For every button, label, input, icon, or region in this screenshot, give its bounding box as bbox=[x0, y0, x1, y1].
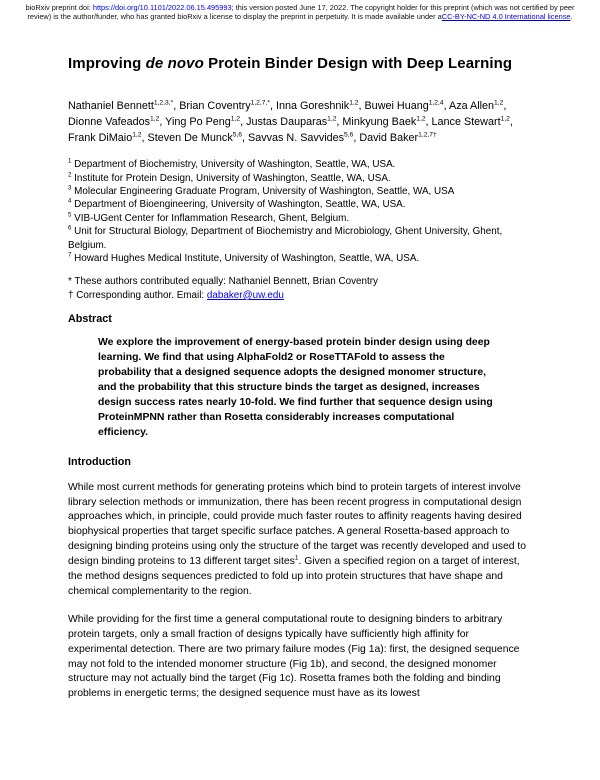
affiliation-number: 4 bbox=[68, 198, 72, 206]
author-name: Dionne Vafeados bbox=[68, 116, 151, 129]
title-part-2: Protein Binder Design with Deep Learning bbox=[203, 55, 513, 73]
author-affil-sup: 1,2 bbox=[500, 115, 510, 123]
corresponding-note-text: † Corresponding author. Email: bbox=[68, 289, 207, 301]
affiliation-text: Unit for Structural Biology, Department of Biochemistry and Microbiology, Ghent University, Ghent, Belgium. bbox=[68, 226, 503, 251]
intro-paragraph-1-text: While most current methods for generating proteins which bind to protein targets of interest involve library selection methods or immunization, there has been recent progress in computational design approaches which, in principle, could provide much faster routes to affinity reagents having desired biophysical properties that target specific surface patches. A general Rosetta-based approach to designing binding proteins using only the structure of the target was recently developed and used to design binding proteins to 13 different target sites bbox=[68, 481, 527, 568]
banner-text-post-doi: ; this version posted June 17, 2022. The copyright holder for this preprint (which was not certified by peer review) is the author/funder, who has granted bioRxiv a license to display the preprint in perpetuity. It is made available under a bbox=[27, 3, 575, 21]
author-notes bbox=[68, 275, 531, 302]
affiliation-number: 7 bbox=[68, 251, 72, 259]
biorxiv-banner bbox=[22, 4, 578, 21]
paper-title bbox=[68, 55, 531, 72]
paper-page bbox=[68, 55, 531, 702]
affiliation-number: 1 bbox=[68, 157, 72, 165]
affiliation-number: 3 bbox=[68, 184, 72, 192]
author-affil-sup: 1,2 bbox=[349, 99, 359, 107]
author bbox=[148, 132, 249, 144]
intro-paragraph-1-text-cont: . Given a specified region on a target of interest, the method designs sequences predicted to fold up into protein structures that have shape and chemical complementarity to the region. bbox=[68, 556, 520, 597]
author-affil-sup: 1,2,4 bbox=[428, 99, 444, 107]
author bbox=[68, 100, 179, 112]
doi-link[interactable]: https://doi.org/10.1101/2022.06.15.495993 bbox=[92, 3, 232, 12]
affiliation-number: 6 bbox=[68, 224, 72, 232]
banner-text-pre-doi: bioRxiv preprint doi: bbox=[25, 3, 93, 12]
author-name: Savvas N. Savvides bbox=[248, 132, 345, 145]
abstract-text: We explore the improvement of energy-based protein binder design using deep learning. We find that using AlphaFold2 or RoseTTAFold to assess the probability that a designed sequence adopts the designed monomer structure, and the probability that this structure binds the target as designed, increases design success rates nearly 10-fold. We find further that sequence design using ProteinMPNN rather than Rosetta considerably increases computational efficiency. bbox=[98, 337, 493, 438]
affiliation-number: 5 bbox=[68, 211, 72, 219]
author-name: David Baker bbox=[359, 132, 419, 145]
author-affil-sup: 5,6 bbox=[232, 131, 243, 139]
affiliation bbox=[68, 172, 531, 185]
author-list bbox=[68, 98, 531, 146]
author-name: Aza Allen bbox=[449, 100, 495, 113]
abstract-heading: Abstract bbox=[68, 313, 112, 326]
author bbox=[165, 116, 246, 128]
introduction-heading: Introduction bbox=[68, 455, 131, 468]
author-name: Brian Coventry bbox=[179, 100, 251, 113]
author bbox=[364, 100, 449, 112]
affiliation-text: Howard Hughes Medical Institute, University of Washington, Seattle, WA, USA. bbox=[71, 253, 420, 265]
title-part-1: Improving bbox=[68, 55, 146, 73]
author bbox=[432, 116, 513, 128]
title-italic-part: de novo bbox=[145, 55, 204, 73]
author bbox=[68, 116, 165, 128]
banner-text-post-license: . bbox=[570, 11, 573, 21]
author-affil-sup: 1,2 bbox=[132, 131, 142, 139]
author-name: Lance Stewart bbox=[431, 116, 501, 129]
affiliation-text: Institute for Protein Design, University of Washington, Seattle, WA, USA. bbox=[71, 172, 391, 184]
affiliation-text: Molecular Engineering Graduate Program, University of Washington, Seattle, WA, USA bbox=[71, 186, 455, 197]
author-name: Minkyung Baek bbox=[342, 116, 417, 129]
affiliation bbox=[68, 212, 531, 225]
license-link[interactable]: CC-BY-NC-ND 4.0 International license bbox=[441, 11, 571, 21]
intro-paragraph-1 bbox=[68, 481, 531, 600]
affiliation bbox=[68, 225, 531, 252]
author-affil-sup: 1,2,7,* bbox=[250, 99, 270, 107]
author-affil-sup: 1,2 bbox=[416, 115, 426, 123]
affiliation-text: VIB-UGent Center for Inflammation Research, Ghent, Belgium. bbox=[71, 212, 350, 224]
author-name: Ying Po Peng bbox=[165, 116, 231, 129]
author-name: Nathaniel Bennett bbox=[68, 100, 154, 113]
affiliation-text: Department of Bioengineering, University of Washington, Seattle, WA, USA. bbox=[71, 199, 406, 211]
intro-paragraph-2: While providing for the first time a general computational route to designing binders to arbitrary protein targets, only a small fraction of designs typically have sufficiently high affinity for experimental detection. There are two primary failure modes (Fig 1a): first, the designed sequence may not fold to the intended monomer structure (Fig 1b), and second, the designed monomer structure may not actually bind the target (Fig 1c). Rosetta frames both the folding and binding problems in energetic terms; the designed sequence must have as its lowest bbox=[68, 613, 520, 700]
author bbox=[248, 132, 359, 144]
author bbox=[68, 132, 148, 144]
affiliation bbox=[68, 252, 531, 265]
author bbox=[179, 100, 276, 112]
author-name: Justas Dauparas bbox=[246, 116, 328, 129]
affiliation bbox=[68, 158, 531, 171]
author-affil-sup: 1,2 bbox=[150, 115, 160, 123]
affiliation-text: Department of Biochemistry, University of Washington, Seattle, WA, USA. bbox=[71, 159, 396, 171]
author-name: Steven De Munck bbox=[147, 132, 233, 145]
author-affil-sup: 1,2 bbox=[327, 115, 337, 123]
author-affil-sup: 1,2 bbox=[494, 99, 504, 107]
affiliation bbox=[68, 198, 531, 211]
author-name: Frank DiMaio bbox=[68, 132, 133, 145]
author-name: Inna Goreshnik bbox=[275, 100, 350, 113]
author-affil-sup: 1,2,7† bbox=[418, 131, 437, 139]
author-name: Buwei Huang bbox=[364, 100, 429, 113]
equal-contribution-note: * These authors contributed equally: Nathaniel Bennett, Brian Coventry bbox=[68, 276, 378, 288]
email-link[interactable]: dabaker@uw.edu bbox=[206, 289, 284, 301]
citation-ref-1: 1 bbox=[294, 554, 299, 562]
author bbox=[449, 100, 506, 112]
affiliation-number: 2 bbox=[68, 171, 72, 179]
author bbox=[246, 116, 342, 128]
author-affil-sup: 5,6 bbox=[344, 131, 354, 139]
author-affil-sup: 1,2,3,* bbox=[153, 99, 174, 107]
affiliation bbox=[68, 185, 531, 198]
corresponding-author-note bbox=[68, 289, 531, 302]
affiliation-list bbox=[68, 158, 531, 265]
author-affil-sup: 1,2 bbox=[230, 115, 241, 123]
author bbox=[342, 116, 431, 128]
author bbox=[359, 132, 436, 144]
author bbox=[276, 100, 365, 112]
